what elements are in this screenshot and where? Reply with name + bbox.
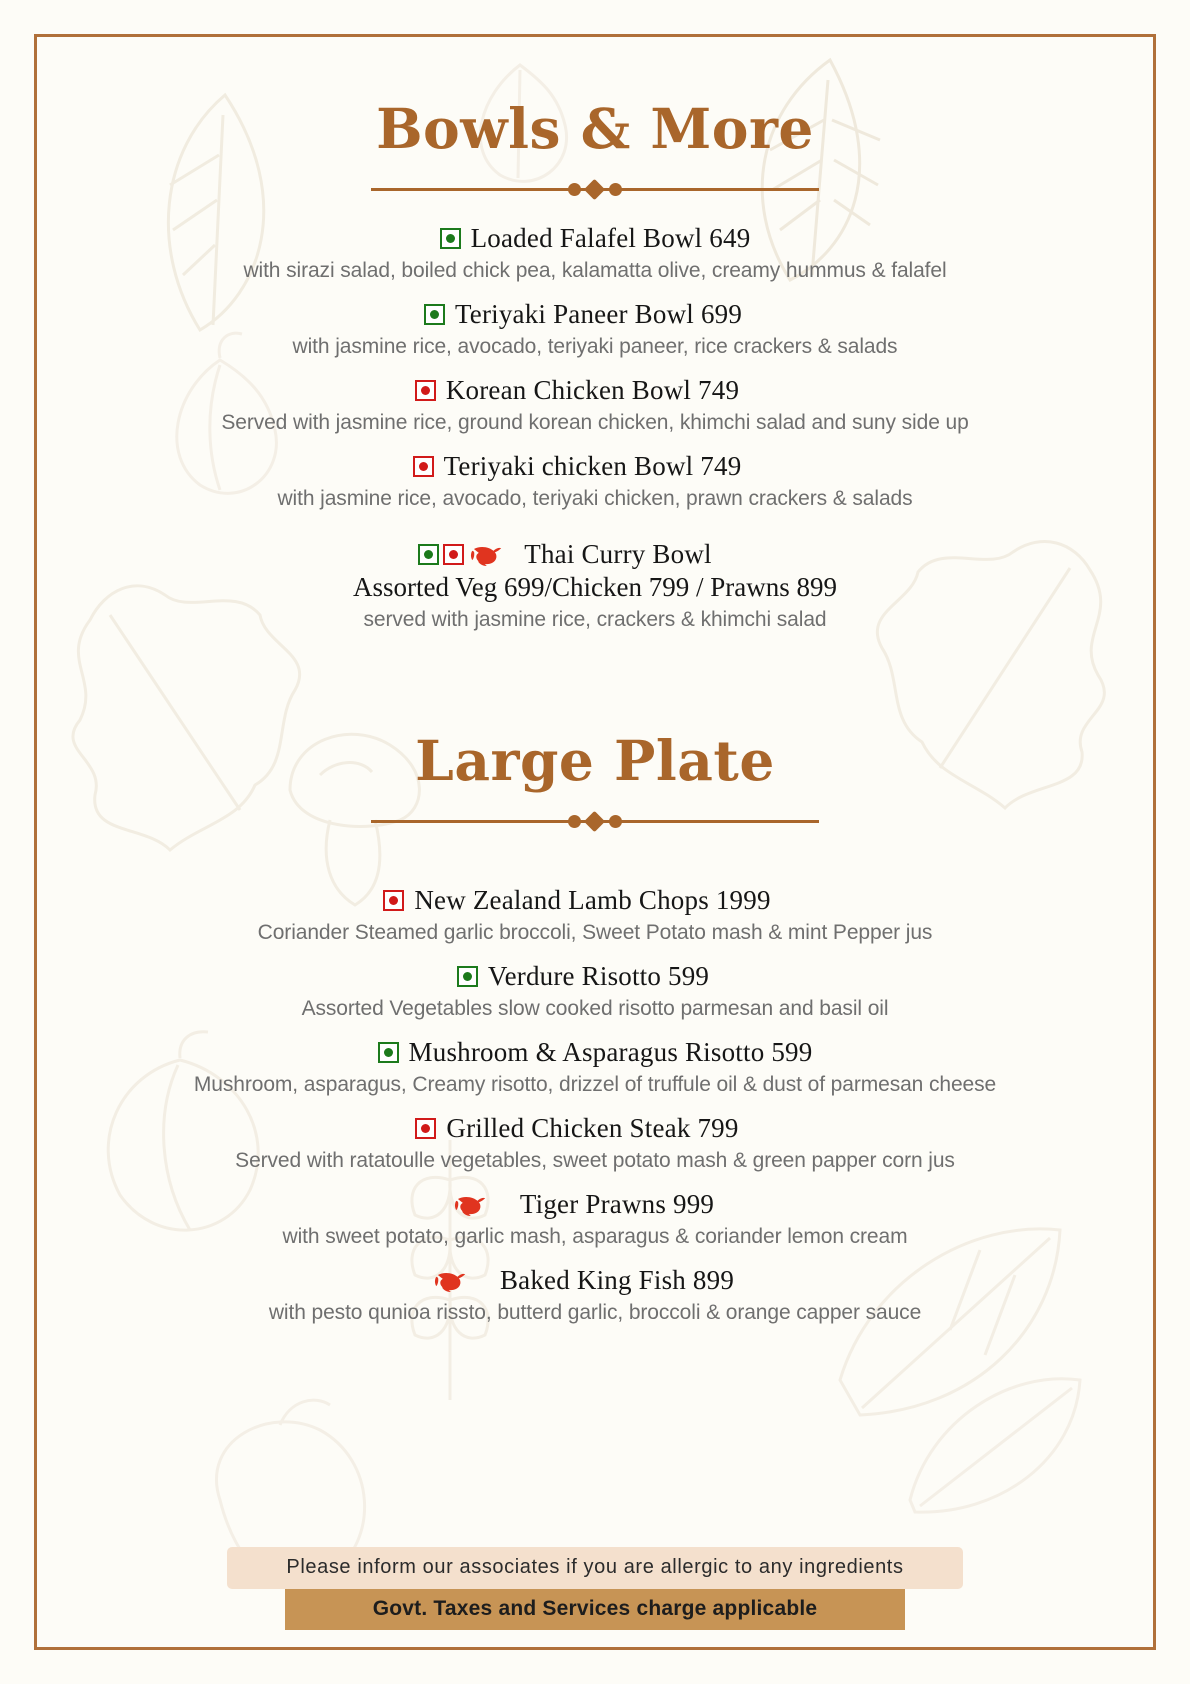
menu-item-heading [14,539,1116,570]
menu-item-name: Teriyaki chicken Bowl 749 [443,451,742,481]
shrimp-icon [432,1269,466,1293]
menu-item-name: New Zealand Lamb Chops 1999 [414,885,771,915]
menu-item-heading [32,961,1134,992]
menu-item-name: Tiger Prawns 999 [519,1189,715,1219]
menu-item-heading [32,1189,1134,1220]
menu-item-name: Thai Curry Bowl [524,539,712,569]
menu-item-heading [26,375,1128,406]
menu-content [44,44,1146,1640]
menu-item [44,223,1146,283]
divider-diamond-icon [584,811,605,832]
menu-item-name: Grilled Chicken Steak 799 [446,1113,739,1143]
section-divider [371,175,819,201]
menu-item [44,539,1146,632]
diet-marks [418,543,502,567]
section-title-large-plate: Large Plate [415,728,775,793]
menu-item [44,1113,1146,1173]
menu-item-heading [32,299,1134,330]
diet-marks [415,380,436,401]
section-bowls-and-more [44,96,1146,632]
menu-item-heading [26,451,1128,482]
menu-item-name: Verdure Risotto 599 [487,961,710,991]
menu-item-description: Served with ratatoulle vegetables, sweet potato mash & green papper corn jus [235,1149,955,1172]
divider-diamond-icon [584,179,605,200]
menu-item-price-line: Assorted Veg 699/Chicken 799 / Prawns 899 [353,572,837,602]
menu-item [44,1037,1146,1097]
divider-dot-left-icon [568,815,581,828]
shrimp-icon [468,543,502,567]
menu-item-description: served with jasmine rice, crackers & khimchi salad [363,608,827,631]
menu-item-heading [44,223,1146,254]
section-spacer [44,632,1146,728]
menu-item [44,1189,1146,1249]
nonveg-icon [443,544,464,565]
veg-icon [457,966,478,987]
diet-marks [413,456,434,477]
menu-item [44,299,1146,359]
nonveg-icon [415,1118,436,1139]
veg-icon [418,544,439,565]
veg-icon [378,1042,399,1063]
diet-marks [440,228,461,249]
menu-item [44,375,1146,435]
allergy-notice-banner: Please inform our associates if you are allergic to any ingredients [227,1547,963,1589]
diet-marks [452,1193,486,1217]
veg-icon [440,228,461,249]
divider-dot-left-icon [568,183,581,196]
tax-notice-banner: Govt. Taxes and Services charge applicable [285,1589,905,1630]
divider-dot-right-icon [609,183,622,196]
menu-item-description: with sirazi salad, boiled chick pea, kalamatta olive, creamy hummus & falafel [243,259,947,282]
menu-item-name: Baked King Fish 899 [499,1265,735,1295]
menu-item [44,961,1146,1021]
menu-item-name: Korean Chicken Bowl 749 [445,375,740,405]
nonveg-icon [415,380,436,401]
menu-item-description: with sweet potato, garlic mash, asparagus & coriander lemon cream [282,1225,908,1248]
menu-item-description: Mushroom, asparagus, Creamy risotto, drizzel of truffule oil & dust of parmesan cheese [193,1073,997,1096]
menu-item [44,885,1146,945]
veg-icon [424,304,445,325]
diet-marks [415,1118,436,1139]
menu-item-name: Teriyaki Paneer Bowl 699 [454,299,743,329]
menu-item-description: with pesto qunioa rissto, butterd garlic, broccoli & orange capper sauce [268,1301,922,1324]
diet-marks [383,890,404,911]
menu-item-heading [26,885,1128,916]
diet-marks [378,1042,399,1063]
menu-item-name: Loaded Falafel Bowl 649 [470,223,751,253]
nonveg-icon [413,456,434,477]
shrimp-icon [452,1193,486,1217]
menu-item-heading [44,1037,1146,1068]
menu-item-heading [26,1113,1128,1144]
nonveg-icon [383,890,404,911]
divider-dot-right-icon [609,815,622,828]
menu-item-description: Coriander Steamed garlic broccoli, Sweet Potato mash & mint Pepper jus [257,921,933,944]
section-large-plate [44,728,1146,1325]
menu-footer [44,1547,1146,1630]
menu-item-description: with jasmine rice, avocado, teriyaki chicken, prawn crackers & salads [277,487,913,510]
menu-item [44,1265,1146,1325]
menu-item-heading [32,1265,1134,1296]
menu-item [44,451,1146,511]
menu-item-name: Mushroom & Asparagus Risotto 599 [408,1037,813,1067]
section-title-bowls: Bowls & More [376,96,814,161]
menu-item-description: Assorted Vegetables slow cooked risotto parmesan and basil oil [301,997,889,1020]
diet-marks [424,304,445,325]
menu-item-description: Served with jasmine rice, ground korean chicken, khimchi salad and suny side up [221,411,969,434]
diet-marks [432,1269,466,1293]
diet-marks [457,966,478,987]
menu-item-description: with jasmine rice, avocado, teriyaki paneer, rice crackers & salads [292,335,898,358]
section-divider [371,807,819,833]
